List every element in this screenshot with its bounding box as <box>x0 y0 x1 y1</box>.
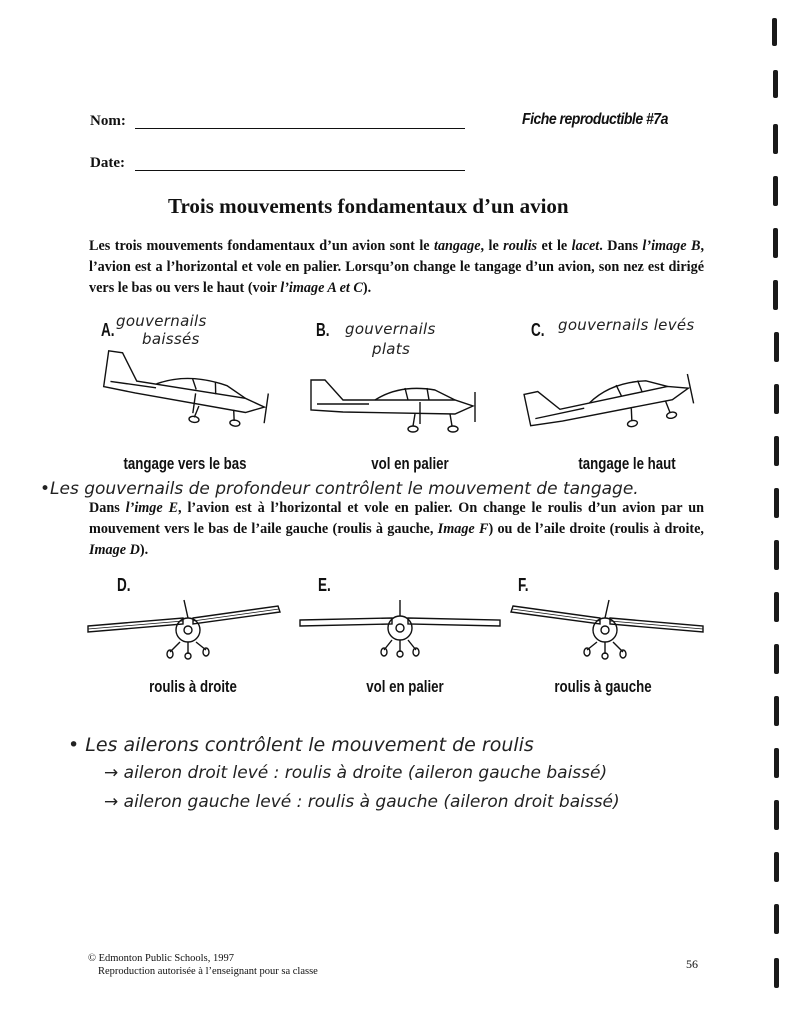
roll-text: ). <box>139 542 149 558</box>
term-tangage: tangage <box>434 238 481 254</box>
binding-mark <box>774 800 779 830</box>
footer-reproduction: Reproduction autorisée à l’enseignant pour sa classe <box>98 966 318 977</box>
handwritten-note-droit: → aileron droit levé : roulis à droite (aileron gauche baissé) <box>104 763 608 783</box>
fiche-label: Fiche reproductible #7a <box>522 111 668 128</box>
binding-mark <box>773 124 778 154</box>
handwritten-note-ailerons: • Les ailerons contrôlent le mouvement de roulis <box>68 734 534 756</box>
binding-mark <box>774 540 779 570</box>
intro-text: , l’avion est a l’horizontal et vole en palier. Lorsqu’on change le tangage d’un avion, son nez est dirigé vers le bas ou vers le haut (voir <box>89 238 704 296</box>
intro-paragraph <box>89 236 704 299</box>
roll-text: Dans <box>89 500 126 516</box>
date-field-line <box>135 170 465 171</box>
page-number: 56 <box>686 957 698 971</box>
panel-b-note: plats <box>372 340 411 358</box>
intro-text: ). <box>362 280 372 296</box>
plane-front-roll-left <box>505 598 705 660</box>
date-label: Date: <box>90 155 125 171</box>
name-label: Nom: <box>90 113 126 129</box>
binding-mark <box>774 958 779 988</box>
binding-mark <box>773 280 778 310</box>
plane-front-level <box>300 598 500 660</box>
roll-paragraph <box>89 498 704 561</box>
panel-a-note: baissés <box>142 330 200 348</box>
name-field-line <box>135 128 465 129</box>
intro-text: , le <box>480 238 504 254</box>
caption-vol-palier-e: vol en palier <box>366 677 444 696</box>
caption-roulis-gauche: roulis à gauche <box>554 677 652 696</box>
handwritten-pitch-note: •Les gouvernails de profondeur contrôlent le mouvement de tangage. <box>40 479 639 499</box>
term-lacet: lacet <box>571 238 600 254</box>
ref-image-d: Image D <box>89 542 140 558</box>
binding-mark <box>773 70 778 98</box>
panel-b-letter: B. <box>316 320 330 340</box>
panel-d-letter: D. <box>117 575 131 595</box>
binding-mark <box>773 228 778 258</box>
binding-mark <box>774 332 779 362</box>
binding-mark <box>774 384 779 414</box>
intro-text: . Dans <box>599 238 638 254</box>
binding-mark <box>774 488 779 518</box>
caption-vol-palier: vol en palier <box>371 454 449 473</box>
binding-mark <box>774 904 779 934</box>
panel-c-note: gouvernails levés <box>558 316 695 334</box>
ref-image-e: l’imge E <box>125 500 179 516</box>
binding-mark <box>774 592 779 622</box>
binding-mark <box>773 176 778 206</box>
panel-e-letter: E. <box>318 575 331 595</box>
caption-roulis-droite: roulis à droite <box>149 677 237 696</box>
panel-c-letter: C. <box>531 320 545 340</box>
plane-side-nose-up <box>518 355 703 435</box>
intro-text: Les trois mouvements fondamentaux d’un avion sont le <box>89 238 434 254</box>
binding-mark <box>774 696 779 726</box>
page-title: Trois mouvements fondamentaux d’un avion <box>168 194 569 218</box>
panel-a-letter: A. <box>101 320 115 340</box>
binding-mark <box>774 748 779 778</box>
footer-copyright: © Edmonton Public Schools, 1997 <box>88 953 234 964</box>
term-roulis: roulis <box>503 238 538 254</box>
panel-f-letter: F. <box>518 575 529 595</box>
binding-mark <box>774 436 779 466</box>
ref-image-ac: l’image A et C <box>280 280 363 296</box>
ref-image-b: l’image B <box>642 238 701 254</box>
binding-mark <box>774 852 779 882</box>
ref-image-f: Image F <box>437 521 489 537</box>
caption-tangage-bas: tangage vers le bas <box>123 454 247 473</box>
handwritten-note-gauche: → aileron gauche levé : roulis à gauche (aileron droit baissé) <box>104 792 620 812</box>
plane-side-level <box>305 372 490 442</box>
binding-mark <box>774 644 779 674</box>
plane-side-nose-down <box>96 350 281 430</box>
binding-mark <box>772 18 777 46</box>
plane-front-roll-right <box>88 598 288 660</box>
panel-b-note: gouvernails <box>345 320 436 338</box>
intro-text: et le <box>537 238 572 254</box>
caption-tangage-haut: tangage le haut <box>578 454 676 473</box>
roll-text: , l’avion est à l’horizontal et vole en palier. On change le roulis d’un avion par un mouvement vers le bas de l’aile gauche (roulis à gauche, <box>89 500 704 537</box>
roll-text: ) ou de l’aile droite (roulis à droite, <box>488 521 704 537</box>
panel-a-note: gouvernails <box>116 312 207 330</box>
